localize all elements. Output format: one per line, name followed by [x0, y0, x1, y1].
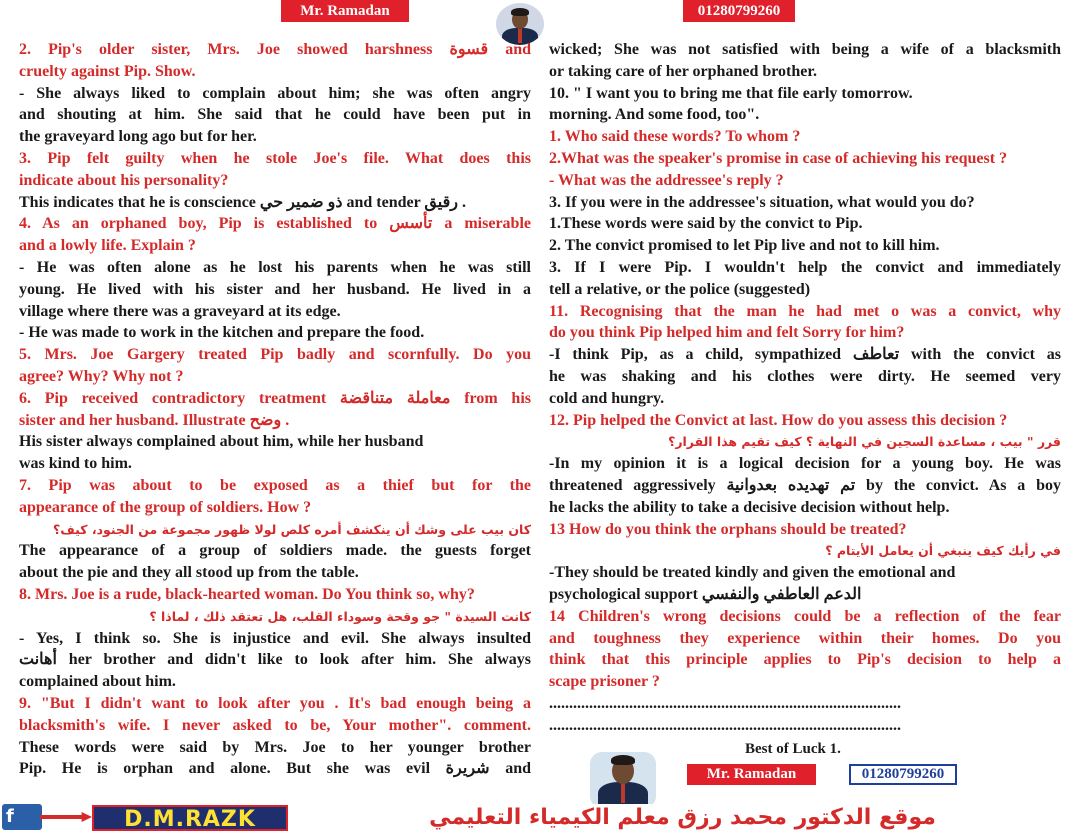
text-line: he lacks the ability to take a decisive decision without help.	[549, 498, 950, 516]
text-line: This indicates that he is conscience ذو ضمير حي and tender رقيق .	[19, 193, 466, 211]
text-line: These words were said by Mrs. Joe to her younger brother	[19, 738, 531, 756]
text-line: 12. Pip helped the Convict at last. How do you assess this decision ?	[549, 411, 1008, 429]
text-line: في رأيك كيف ينبغي أن يعامل الأيتام ؟	[825, 543, 1061, 559]
text-line: - He was made to work in the kitchen and prepare the food.	[19, 324, 425, 342]
text-line: 4. As an orphaned boy, Pip is established to تأسس a miserable	[19, 215, 532, 233]
header-phone-badge: 01280799260	[683, 0, 795, 22]
text-line: - She always liked to complain about him; she was often angry	[19, 84, 531, 102]
text-line: كانت السيدة " جو وقحة وسوداء القلب، هل تعتقد ذلك ، لماذا ؟	[149, 608, 531, 624]
text-line: morning. And some food, too".	[549, 106, 760, 124]
text-line: complained about him.	[19, 673, 176, 691]
text-line: Pip. He is orphan and alone. But she was evil شريرة and	[19, 760, 531, 778]
text-line: 9. "But I didn't want to look after you . It's bad enough being a	[19, 694, 531, 712]
right-column	[549, 39, 1061, 737]
text-line: and a lowly life. Explain ?	[19, 237, 196, 255]
text-line: he was shaking and his clothes were dirty. He seemed very	[549, 367, 1061, 385]
text-line: village where there was a graveyard at its edge.	[19, 302, 341, 320]
text-line: 5. Mrs. Joe Gargery treated Pip badly and scornfully. Do you	[19, 346, 531, 364]
footer-phone-badge: 01280799260	[849, 764, 957, 785]
text-line: 1. Who said these words? To whom ?	[549, 128, 801, 146]
text-line: indicate about his personality?	[19, 171, 229, 189]
text-line: and toughness they experience within their homes. Do you	[549, 629, 1061, 647]
text-line: 3. If you were in the addressee's situation, what would you do?	[549, 193, 975, 211]
text-line: agree? Why? Why not ?	[19, 367, 184, 385]
text-line: ........................................................................................	[549, 694, 901, 712]
text-line: ........................................................................................	[549, 716, 901, 734]
text-line: the graveyard long ago but for her.	[19, 128, 257, 146]
text-line: psychological support الدعم العاطفي والنفسي	[549, 585, 862, 603]
brand-logo: D.M.RAZK	[92, 805, 288, 831]
left-column	[19, 39, 531, 780]
text-line: 14 Children's wrong decisions could be a reflection of the fear	[549, 607, 1061, 625]
text-line: قرر " بيب ، مساعدة السجين في النهاية ؟ كيف تقيم هذا القرار؟	[668, 434, 1061, 450]
text-line: and shouting at him. She said that he could have been put in	[19, 106, 531, 124]
teacher-photo-icon	[590, 752, 656, 808]
text-line: 2. Pip's older sister, Mrs. Joe showed harshness قسوة and	[19, 41, 532, 58]
banner-arabic-title: موقع الدكتور محمد رزق معلم الكيمياء التعليمي	[429, 805, 936, 830]
text-line: appearance of the group of soldiers. How ?	[19, 498, 312, 516]
text-line: 8. Mrs. Joe is a rude, black-hearted woman. Do You think so, why?	[19, 585, 475, 603]
text-line: His sister always complained about him, while her husband	[19, 433, 424, 451]
facebook-icon: f	[2, 804, 42, 830]
text-line: -I think Pip, as a child, sympathized تعاطف with the convict as	[549, 346, 1062, 364]
text-line: - He was often alone as he lost his parents when he was still	[19, 258, 531, 276]
text-line: sister and her husband. Illustrate وضح .	[19, 411, 290, 429]
text-line: do you think Pip helped him and felt Sorry for him?	[549, 324, 905, 342]
text-line: 3. If I were Pip. I wouldn't help the convict and immediately	[549, 258, 1061, 276]
text-line: 11. Recognising that the man he had met o was a convict, why	[549, 302, 1061, 320]
text-line: كان بيب على وشك أن ينكشف أمره كلص لولا ظهور مجموعة من الجنود، كيف؟	[52, 521, 531, 537]
text-line: 2.What was the speaker's promise in case of achieving his request ?	[549, 149, 1008, 167]
text-line: 13 How do you think the orphans should be treated?	[549, 520, 907, 538]
text-line: 6. Pip received contradictory treatment معاملة متناقضة from his	[19, 389, 532, 407]
text-line: was kind to him.	[19, 455, 132, 473]
header-name-badge: Mr. Ramadan	[281, 0, 409, 22]
text-line: or taking care of her orphaned brother.	[549, 62, 818, 80]
text-line: 10. " I want you to bring me that file early tomorrow.	[549, 84, 913, 102]
text-line: young. He lived with his sister and her husband. He lived in a	[19, 280, 531, 298]
text-line: cruelty against Pip. Show.	[19, 62, 196, 80]
text-line: tell a relative, or the police (suggested)	[549, 280, 811, 298]
text-line: - What was the addressee's reply ?	[549, 171, 784, 189]
text-line: -They should be treated kindly and given the emotional and	[549, 564, 956, 582]
text-line: 7. Pip was about to be exposed as a thief but for the	[19, 476, 531, 494]
text-line: threatened aggressively تم تهديده بعدوانية by the convict. As a boy	[549, 476, 1062, 494]
footer-name-badge: Mr. Ramadan	[687, 764, 816, 785]
text-line: 2. The convict promised to let Pip live and not to kill him.	[549, 237, 940, 255]
text-line: - Yes, I think so. She is injustice and evil. She always insulted	[19, 629, 531, 647]
text-line: 3. Pip felt guilty when he stole Joe's file. What does this	[19, 149, 531, 167]
text-line: -In my opinion it is a logical decision for a young boy. He was	[549, 455, 1061, 473]
text-line: wicked; She was not satisfied with being a wife of a blacksmith	[549, 41, 1061, 58]
text-line: 1.These words were said by the convict to Pip.	[549, 215, 863, 233]
text-line: about the pie and they all stood up from the table.	[19, 564, 359, 582]
text-line: think that this principle applies to Pip's decision to help a	[549, 651, 1061, 669]
best-luck-text: Best of Luck 1.	[745, 741, 841, 757]
text-line: scape prisoner ?	[549, 673, 660, 691]
text-line: blacksmith's wife. I never asked to be, Your mother". comment.	[19, 716, 531, 734]
text-line: أهانت her brother and didn't like to look after him. She always	[19, 651, 531, 669]
text-line: The appearance of a group of soldiers made. the guests forget	[19, 542, 531, 560]
text-line: cold and hungry.	[549, 389, 665, 407]
